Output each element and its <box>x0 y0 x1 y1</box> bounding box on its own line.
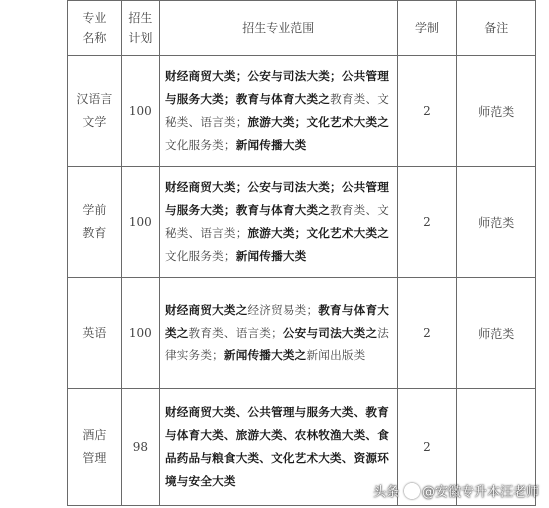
header-years: 学制 <box>397 1 457 56</box>
header-quota-line2: 计划 <box>128 31 153 45</box>
admission-table-container <box>67 0 536 506</box>
major-name-line: 酒店 <box>82 428 107 442</box>
range-category-bold: 公安与司法大类之 <box>282 325 378 340</box>
range-category-bold: 财经商贸大类；公安与司法大类；公共管理与服务大类；教育与体育大类之 <box>164 69 390 107</box>
range-cell <box>159 56 397 167</box>
header-major-name-line2: 名称 <box>82 31 107 45</box>
watermark <box>373 481 539 500</box>
major-name-cell <box>68 56 122 167</box>
range-category-bold: 财经商贸大类；公安与司法大类；公共管理与服务大类；教育与体育大类之 <box>164 180 390 218</box>
range-cell <box>159 389 397 506</box>
header-major-name-line1: 专业 <box>82 11 107 25</box>
table-row <box>68 278 536 389</box>
range-subcategory: 文化服务类； <box>164 137 236 152</box>
years-cell: 2 <box>397 56 457 167</box>
note-cell: 师范类 <box>457 167 536 278</box>
range-subcategory: 文化服务类； <box>164 248 236 263</box>
years-cell: 2 <box>397 389 457 506</box>
range-category-bold: 新闻传播大类之 <box>223 348 307 363</box>
account-logo-icon <box>404 483 420 499</box>
header-major-name <box>68 1 122 56</box>
major-name-line: 文学 <box>82 115 107 129</box>
note-cell: 师范类 <box>457 56 536 167</box>
range-cell <box>159 278 397 389</box>
header-quota-line1: 招生 <box>128 11 153 25</box>
header-row <box>68 1 536 56</box>
range-subcategory: 教育类、文秘类、语言类； <box>164 92 390 129</box>
quota-cell: 100 <box>121 56 159 167</box>
range-category-bold: 财经商贸大类之 <box>164 302 248 317</box>
major-name-line: 英语 <box>82 325 107 340</box>
range-category-bold: 旅游大类；文化艺术大类之 <box>247 115 390 129</box>
years-cell: 2 <box>397 167 457 278</box>
quota-cell: 98 <box>121 389 159 506</box>
range-category-bold: 旅游大类；文化艺术大类之 <box>247 226 390 240</box>
range-category-bold: 新闻传播大类 <box>235 137 307 152</box>
admission-table <box>67 0 536 506</box>
watermark-handle: @安徽专升本汪老师 <box>421 485 539 500</box>
watermark-prefix: 头条 <box>372 485 399 500</box>
range-subcategory: 教育类、语言类； <box>188 325 283 340</box>
range-category-bold: 新闻传播大类 <box>235 248 307 263</box>
range-category-bold: 财经商贸大类、公共管理与服务大类、教育与体育大类、旅游大类、农林牧渔大类、食品药品与粮食大类、文化艺术大类、资源环境与安全大类 <box>164 405 390 488</box>
header-range: 招生专业范围 <box>159 1 397 56</box>
major-name-cell <box>68 389 122 506</box>
major-name-line: 教育 <box>82 226 107 240</box>
major-name-line: 管理 <box>82 451 107 465</box>
range-subcategory: 教育类、文秘类、语言类； <box>164 203 390 240</box>
major-name-line: 汉语言 <box>76 92 113 106</box>
range-cell <box>159 167 397 278</box>
range-subcategory: 新闻出版类 <box>306 348 366 363</box>
years-cell: 2 <box>397 278 457 389</box>
quota-cell: 100 <box>121 167 159 278</box>
quota-cell: 100 <box>121 278 159 389</box>
major-name-cell <box>68 167 122 278</box>
major-name-line: 学前 <box>82 203 107 217</box>
header-note: 备注 <box>457 1 536 56</box>
range-subcategory: 经济贸易类； <box>247 302 319 317</box>
range-category-bold: 教育与体育大类之 <box>164 302 390 340</box>
note-cell: 师范类 <box>457 278 536 389</box>
table-row <box>68 56 536 167</box>
table-row <box>68 167 536 278</box>
range-subcategory: 法律实务类； <box>164 325 390 363</box>
header-quota <box>121 1 159 56</box>
major-name-cell <box>68 278 122 389</box>
